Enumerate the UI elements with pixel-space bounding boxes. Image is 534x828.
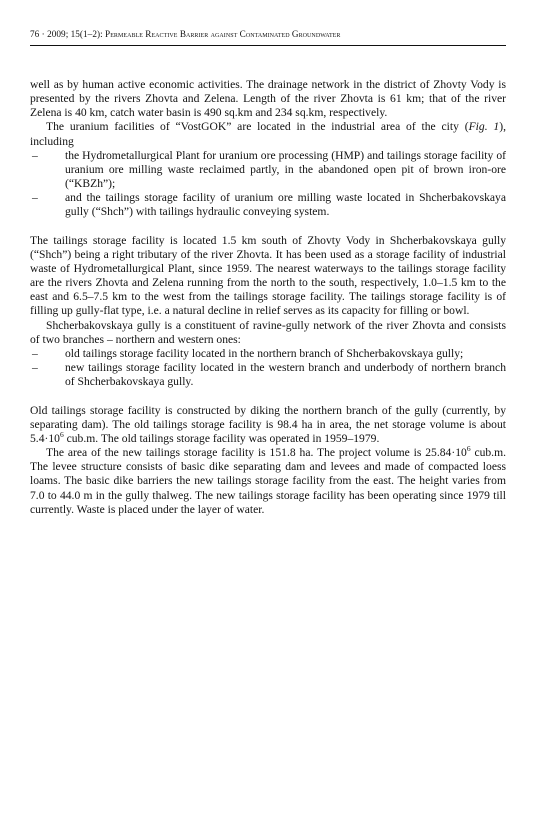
header-rule: [30, 45, 506, 46]
figure-reference-link[interactable]: Fig. 1: [468, 120, 500, 134]
list-item: [30, 361, 506, 389]
branches-list: [30, 347, 506, 389]
dash-bullet: –: [32, 191, 38, 205]
list-item: [30, 347, 506, 361]
list-item-text: and the tailings storage facility of uranium ore milling waste located in Shcherbakovskaya gully (“Shch”) with tailings hydraulic conveying system.: [65, 191, 506, 219]
dash-bullet: –: [32, 148, 38, 162]
paragraph-gully: Shcherbakovskaya gully is a constituent of ravine-gully network of the river Zhovta and consists of two branches – northern and western ones:: [30, 318, 506, 346]
paragraph-uranium-facilities: [30, 120, 506, 148]
paragraph-text: Old tailings storage facility is constructed by diking the northern branch of the gully (currently, by separating dam). The old tailings storage facility is 98.4 ha in area, the net storage volume is about 5.4·10: [30, 403, 506, 445]
superscript: 6: [466, 444, 471, 454]
article-body: [30, 78, 506, 517]
paragraph-old-tailings: [30, 404, 506, 446]
facilities-list: [30, 149, 506, 220]
running-title: Permeable Reactive Barrier against Contaminated Groundwater: [105, 29, 341, 39]
paragraph-text: cub.m. The levee structure consists of basic dike separating dam and levees and made of compacted loess loams. The basic dike barriers the new tailings storage facility from the east. The height varies from 7.0 to 44.0 m in the gully thalweg. The new tailings storage facility has been operating since 1979 till currently. Waste is placed under the layer of water.: [30, 446, 506, 516]
list-item-text: new tailings storage facility located in the western branch and underbody of northern branch of Shcherbakovskaya gully.: [65, 361, 506, 389]
list-item-text: old tailings storage facility located in the northern branch of Shcherbakovskaya gully;: [65, 346, 464, 360]
paragraph-text: The uranium facilities of “VostGOK” are located in the industrial area of the city (: [46, 120, 469, 134]
paragraph-new-tailings: [30, 446, 506, 517]
paragraph-text: cub.m. The old tailings storage facility was operated in 1959–1979.: [63, 431, 380, 445]
superscript: 6: [59, 429, 64, 439]
dash-bullet: –: [32, 361, 38, 375]
journal-citation: · 2009; 15(1–2):: [41, 29, 103, 39]
dash-bullet: –: [32, 346, 38, 360]
paragraph-tailings-location: The tailings storage facility is located 1.5 km south of Zhovty Vody in Shcherbakovskaya gully (“Shch”) being a right tributary of the river Zhovta. It has been used as a storage facility of industrial waste of Hydrometallurgical Plant, since 1959. The nearest waterways to the tailings storage facility are the rivers Zhovta and Zelena running from the north to the south, respectively, 1.0–1.5 km to the east and 6.5–7.5 km to the west from the tailings storage facility. The tailings storage facility is of filling up gully-flat type, i.e. a natural decline in relief serves as its capacity for filling or bowl.: [30, 233, 506, 318]
page-number: 76: [30, 29, 40, 39]
paragraph-text: ), including: [30, 120, 506, 148]
list-item-text: the Hydrometallurgical Plant for uranium ore processing (HMP) and tailings storage facility of uranium ore milling waste reclaimed partly, in the abandoned open pit of brown iron-ore (“KBZh”);: [65, 148, 506, 191]
list-item: [30, 191, 506, 219]
paragraph-text: The area of the new tailings storage facility is 151.8 ha. The project volume is 25.84·10: [46, 446, 467, 460]
paragraph-drainage: well as by human active economic activities. The drainage network in the district of Zhovty Vody is presented by the rivers Zhovta and Zelena. Length of the river Zhovta is 61 km; that of the river Zelena is 40 km, catch water basin is 490 sq.km and 234 sq.km, respectively.: [30, 78, 506, 120]
running-header: [30, 29, 506, 39]
list-item: [30, 149, 506, 191]
